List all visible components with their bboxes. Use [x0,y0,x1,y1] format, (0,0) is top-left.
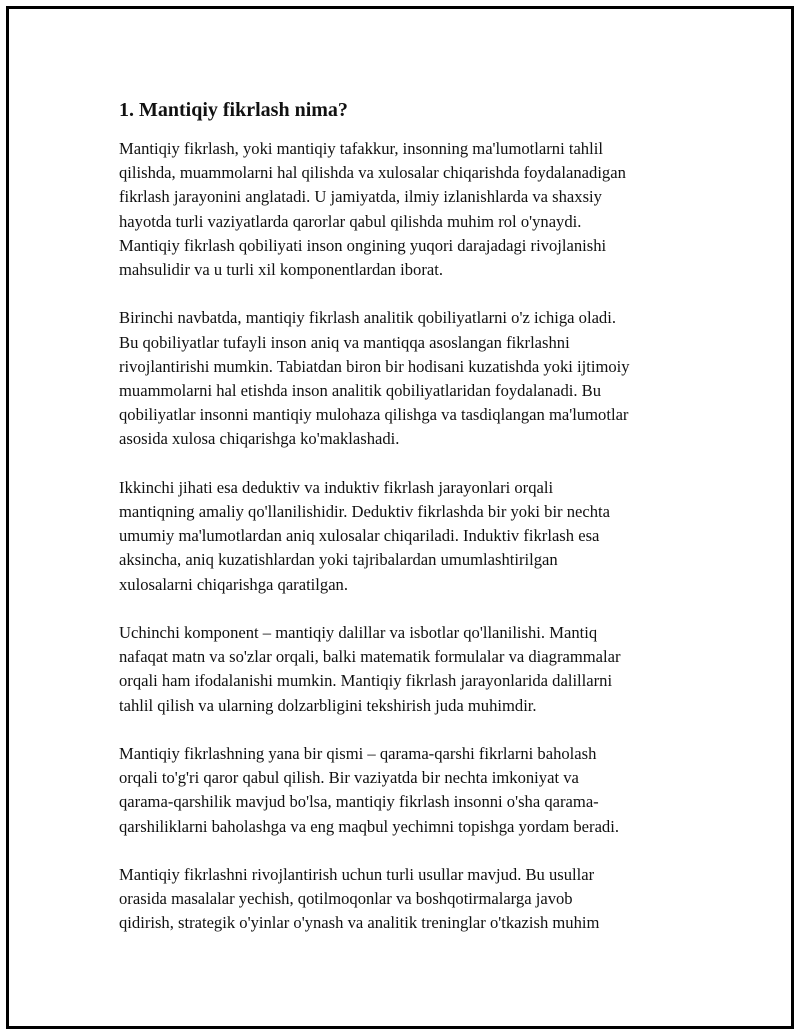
page [6,6,794,1029]
paragraph: Mantiqiy fikrlashning yana bir qismi – qarama-qarshi fikrlarni baholash orqali to'g'ri qaror qabul qilish. Bir vaziyatda bir nechta imkoniyat va qarama-qarshilik mavjud bo'lsa, mantiqiy fikrlash insonni o'sha qarama- qarshiliklarni baholashga va eng maqbul yechimni topishga yordam beradi. [119,744,619,836]
paragraph: Birinchi navbatda, mantiqiy fikrlash analitik qobiliyatlarni o'z ichiga oladi. Bu qobiliyatlar tufayli inson aniq va mantiqqa asoslangan fikrlashni rivojlantirishi mumkin. Tabiatdan biron bir hodisani kuzatishda yoki ijtimoiy muammolarni hal etishda inson analitik qobiliyatlaridan foydalanadi. Bu qobiliyatlar insonni mantiqiy mulohaza qilishga va tasdiqlangan ma'lumotlar asosida xulosa chiqarishga ko'maklashadi. [119,308,630,449]
paragraph: Ikkinchi jihati esa deduktiv va induktiv fikrlash jarayonlari orqali mantiqning amaliy qo'llanilishidir. Deduktiv fikrlashda bir yoki bir nechta umumiy ma'lumotlardan aniq xulosalar chiqariladi. Induktiv fikrlash esa aksincha, aniq kuzatishlardan yoki tajribalardan umumlashtirilgan xulosalarni chiqarishga qaratilgan. [119,477,611,594]
paragraph: Mantiqiy fikrlashni rivojlantirish uchun turli usullar mavjud. Bu usullar orasida masalalar yechish, qotilmoqonlar va boshqotirmalarga javob qidirish, strategik o'yinlar o'ynash va analitik treninglar o'tkazish muhim [119,865,600,933]
section-heading: 1. Mantiqiy fikrlash nima? [119,99,348,121]
paragraph: Mantiqiy fikrlash, yoki mantiqiy tafakkur, insonning ma'lumotlarni tahlil qilishda, muammolarni hal qilishda va xulosalar chiqarishda foydalanadigan fikrlash jarayonini anglatadi. U jamiyatda, ilmiy izlanishlarda va shaxsiy hayotda turli vaziyatlarda qarorlar qabul qilishda muhim rol o'ynaydi. Mantiqiy fikrlash qobiliyati inson ongining yuqori darajadagi rivojlanishi mahsulidir va u turli xil komponentlardan iborat. [119,139,626,280]
paragraph: Uchinchi komponent – mantiqiy dalillar va isbotlar qo'llanilishi. Mantiq nafaqat matn va so'zlar orqali, balki matematik formulalar va diagrammalar orqali ham ifodalanishi mumkin. Mantiqiy fikrlash jarayonlarida dalillarni tahlil qilish va ularning dolzarbligini tekshirish juda muhimdir. [119,623,621,715]
document-body [119,96,679,960]
